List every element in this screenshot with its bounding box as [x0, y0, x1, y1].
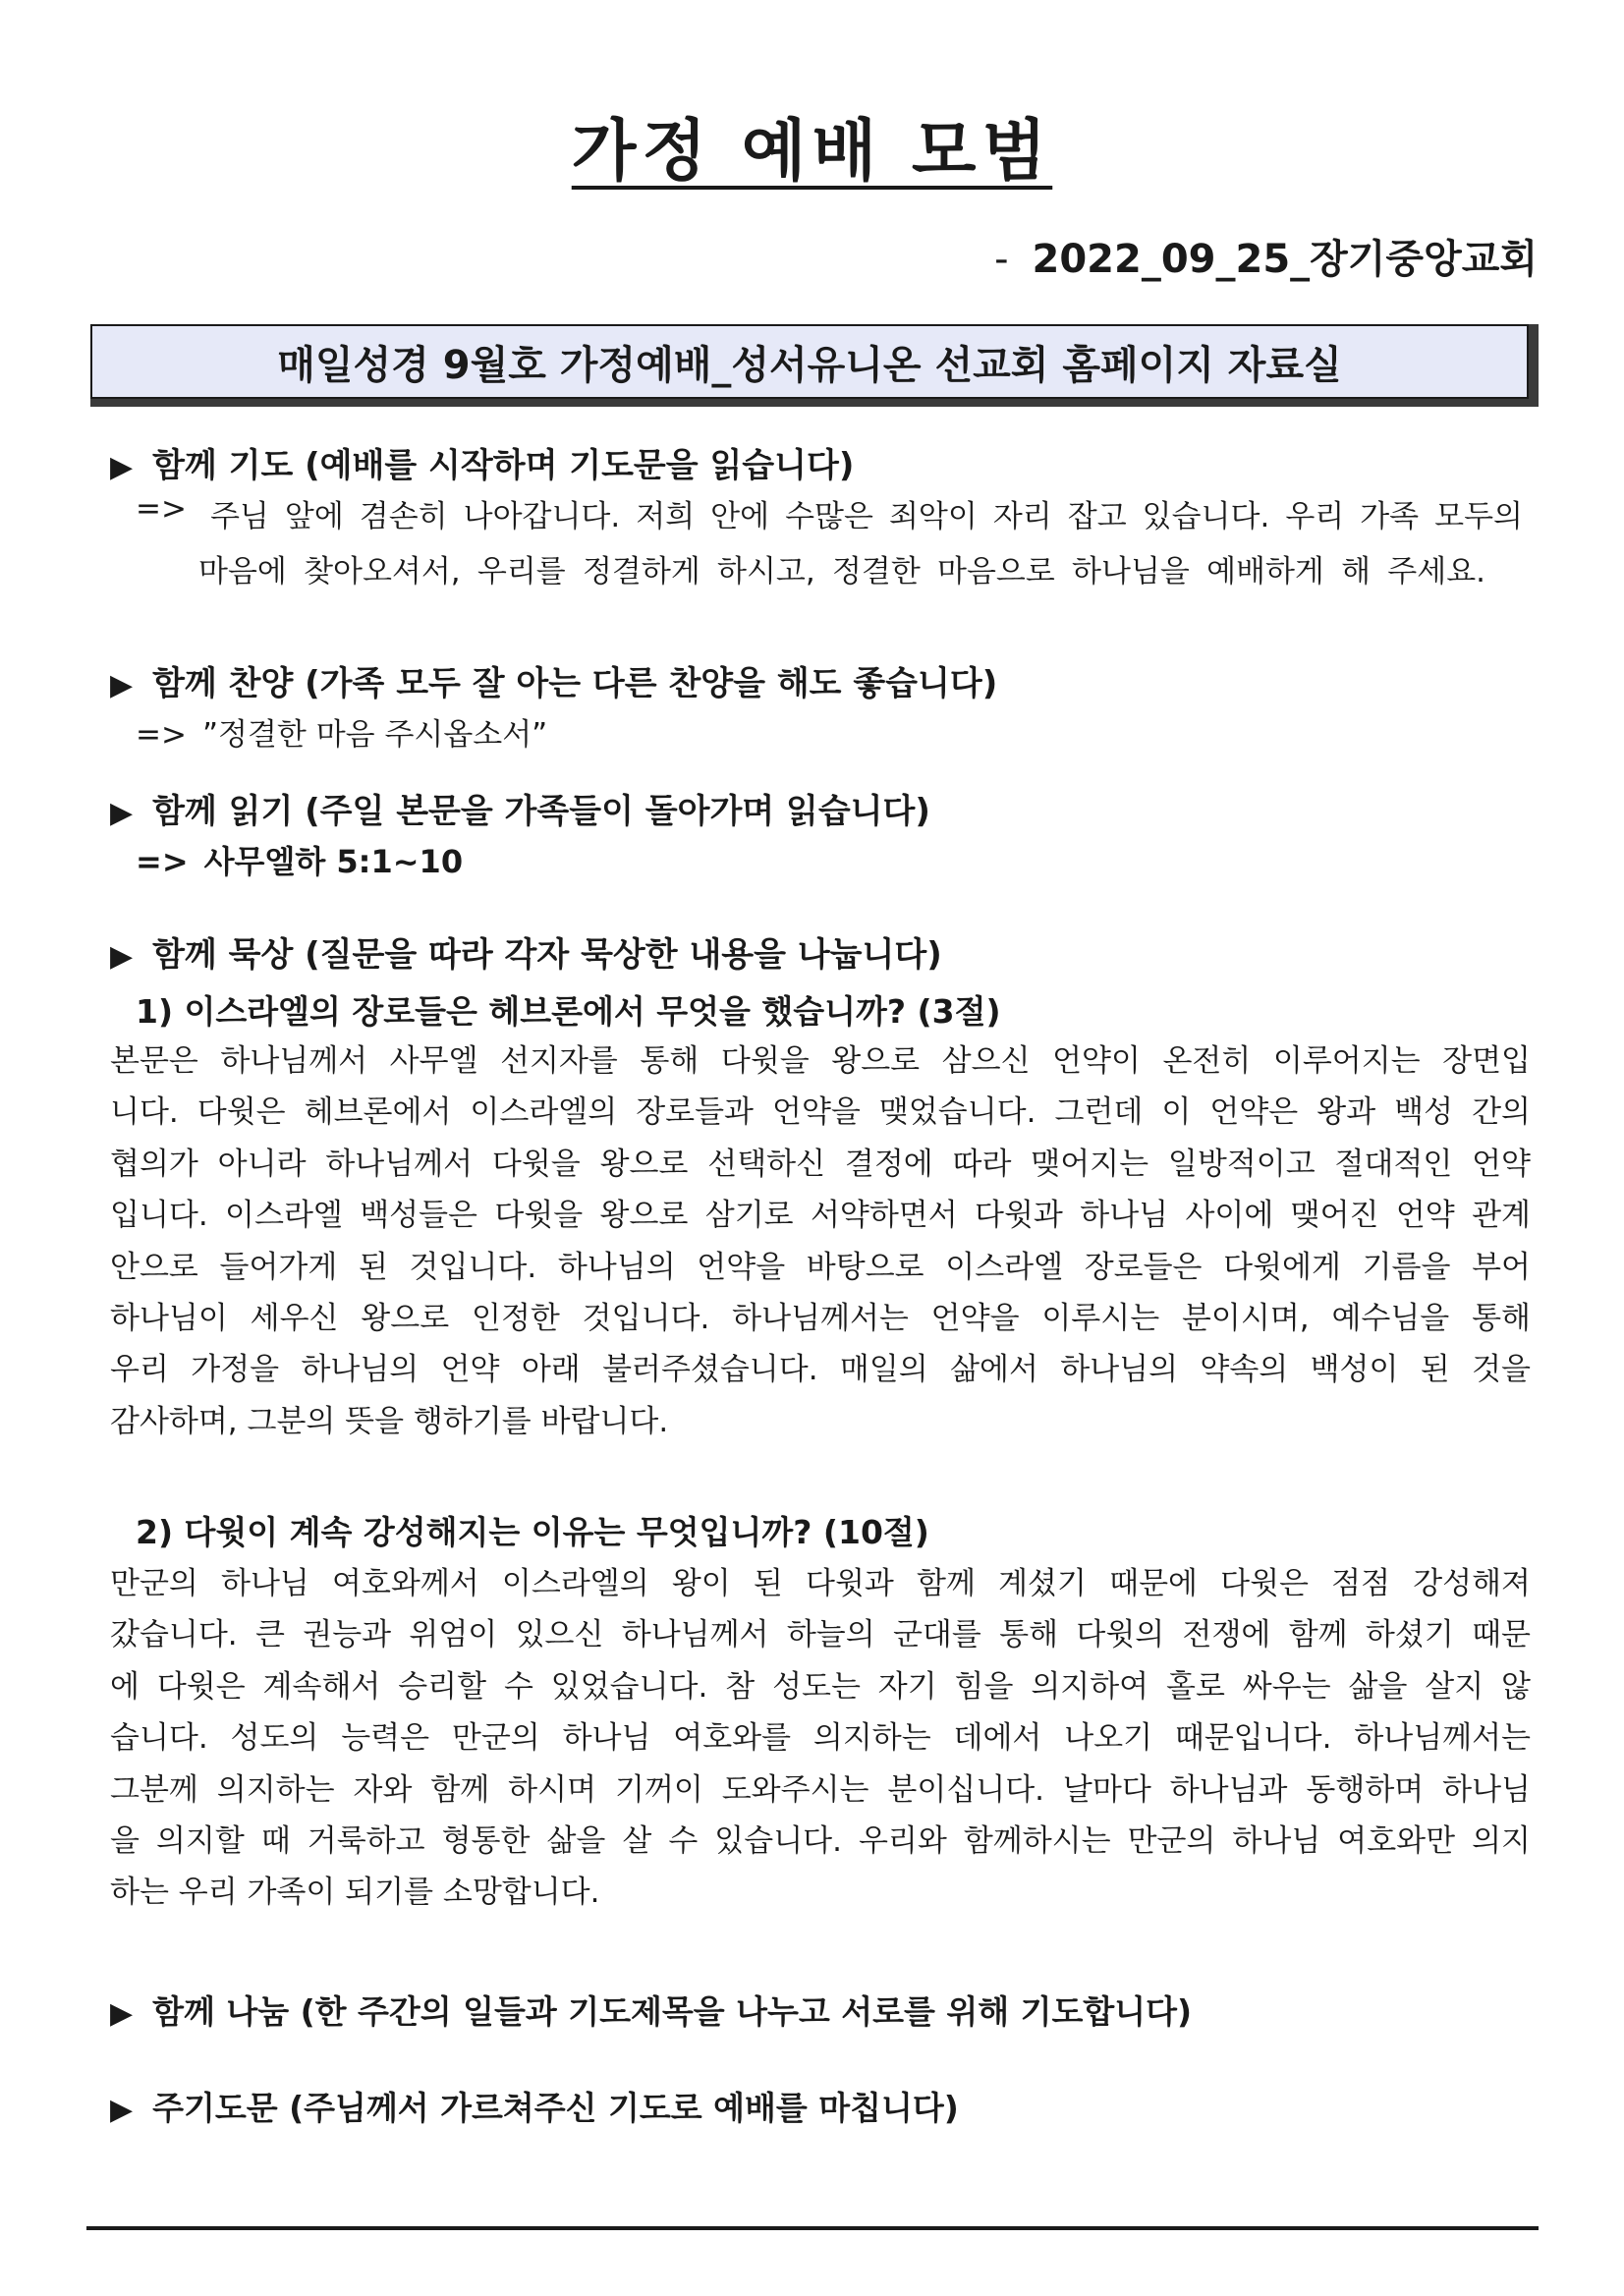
paragraph-line: 본문은 하나님께서 사무엘 선지자를 통해 다윗을 왕으로 삼으신 언약이 온전히 이루어지는 장면입: [110, 1043, 1531, 1079]
source-banner-shadow: [90, 324, 1539, 407]
bullet-triangle-icon: ▶: [110, 2093, 134, 2127]
paragraph-line: 우리 가정을 하나님의 언약 아래 불러주셨습니다. 매일의 삶에서 하나님의 약속의 백성이 된 것을: [110, 1352, 1531, 1388]
source-banner: 매일성경 9월호 가정예배_성서유니온 선교회 홈페이지 자료실: [90, 324, 1529, 399]
paragraph-line: 하는 우리 가족이 되기를 소망합니다.: [110, 1875, 600, 1911]
sharing-heading-text: 함께 나눔 (한 주간의 일들과 기도제목을 나누고 서로를 위해 기도합니다): [152, 1992, 1193, 2031]
bullet-triangle-icon: ▶: [110, 796, 134, 830]
section-heading-sharing: [110, 1987, 1192, 2033]
lords-prayer-heading-text: 주기도문 (주님께서 가르쳐주신 기도로 예배를 마칩니다): [152, 2089, 959, 2127]
subtitle-text: 2022_09_25_장기중앙교회: [1032, 237, 1538, 282]
praise-song-title: ”정결한 마음 주시옵소서”: [201, 717, 548, 753]
section-heading-reading: [110, 784, 930, 832]
church-date-subtitle: [994, 228, 1538, 284]
paragraph-line: 만군의 하나님 여호와께서 이스라엘의 왕이 된 다윗과 함께 계셨기 때문에 다윗은 점점 강성해져: [110, 1566, 1531, 1601]
bullet-triangle-icon: ▶: [110, 1996, 134, 2031]
paragraph-line: 을 의지할 때 거룩하고 형통한 삶을 살 수 있습니다. 우리와 함께하시는 만군의 하나님 여호와만 의지: [110, 1822, 1531, 1859]
prayer-line-2: 마음에 찾아오셔서, 우리를 정결하게 하시고, 정결한 마음으로 하나님을 예배하게 해 주세요.: [198, 554, 1485, 589]
paragraph-line: 그분께 의지하는 자와 함께 하시며 기꺼이 도와주시는 분이십니다. 날마다 하나님과 동행하며 하나님: [110, 1771, 1531, 1808]
subtitle-dash: -: [994, 237, 1009, 282]
page-title: 가정 예배 모범: [571, 113, 1053, 191]
bullet-triangle-icon: ▶: [110, 668, 134, 702]
section-heading-prayer: [110, 438, 854, 486]
paragraph-line: 니다. 다윗은 헤브론에서 이스라엘의 장로들과 언약을 맺었습니다. 그런데 이 언약은 왕과 백성 간의: [110, 1094, 1531, 1131]
answer-paragraph-2: [110, 1558, 1531, 1919]
section-heading-lords-prayer: [110, 2083, 959, 2129]
prayer-text-1: 주님 앞에 겸손히 나아갑니다. 저희 안에 수많은 죄악이 자리 잡고 있습니다. 우리 가족 모두의: [209, 499, 1523, 534]
reading-line: [136, 837, 463, 882]
question-1: 1) 이스라엘의 장로들은 헤브론에서 무엇을 했습니까? (3절): [136, 992, 1001, 1031]
reading-heading-text: 함께 읽기 (주일 본문을 가족들이 돌아가며 읽습니다): [152, 792, 930, 831]
paragraph-line: 감사하며, 그분의 뜻을 행하기를 바랍니다.: [110, 1403, 669, 1439]
bullet-triangle-icon: ▶: [110, 939, 134, 974]
answer-paragraph-1: [110, 1036, 1531, 1447]
arrow-icon: =>: [136, 491, 187, 527]
paragraph-line: 습니다. 성도의 능력은 만군의 하나님 여호와를 의지하는 데에서 나오기 때문입니다. 하나님께서는: [110, 1720, 1531, 1757]
meditation-heading-text: 함께 묵상 (질문을 따라 각자 묵상한 내용을 나눕니다): [152, 935, 942, 975]
arrow-icon: =>: [136, 843, 189, 880]
paragraph-line: 안으로 들어가게 된 것입니다. 하나님의 언약을 바탕으로 이스라엘 장로들은 다윗에게 기름을 부어: [110, 1249, 1531, 1285]
praise-heading-text: 함께 찬양 (가족 모두 잘 아는 다른 찬양을 해도 좋습니다): [152, 664, 998, 703]
paragraph-line: 갔습니다. 큰 권능과 위엄이 있으신 하나님께서 하늘의 군대를 통해 다윗의 전쟁에 함께 하셨기 때문: [110, 1617, 1531, 1653]
paragraph-line: 입니다. 이스라엘 백성들은 다윗을 왕으로 삼기로 서약하면서 다윗과 하나님 사이에 맺어진 언약 관계: [110, 1198, 1531, 1234]
scripture-reference: 사무엘하 5:1~10: [203, 843, 464, 880]
prayer-heading-text: 함께 기도 (예배를 시작하며 기도문을 읽습니다): [152, 446, 855, 485]
section-heading-praise: [110, 656, 997, 704]
bottom-divider: [86, 2226, 1539, 2230]
bullet-triangle-icon: ▶: [110, 450, 134, 484]
prayer-line-1: [136, 491, 1523, 535]
section-heading-meditation: [110, 927, 942, 976]
paragraph-line: 하나님이 세우신 왕으로 인정한 것입니다. 하나님께서는 언약을 이루시는 분이시며, 예수님을 통해: [110, 1300, 1531, 1336]
paragraph-line: 에 다윗은 계속해서 승리할 수 있었습니다. 참 성도는 자기 힘을 의지하여 홀로 싸우는 삶을 살지 않: [110, 1668, 1531, 1705]
arrow-icon: =>: [136, 717, 187, 753]
paragraph-line: 협의가 아니라 하나님께서 다윗을 왕으로 선택하신 결정에 따라 맺어지는 일방적이고 절대적인 언약: [110, 1146, 1531, 1182]
praise-line: [136, 709, 547, 754]
question-2: 2) 다윗이 계속 강성해지는 이유는 무엇입니까? (10절): [136, 1513, 929, 1551]
